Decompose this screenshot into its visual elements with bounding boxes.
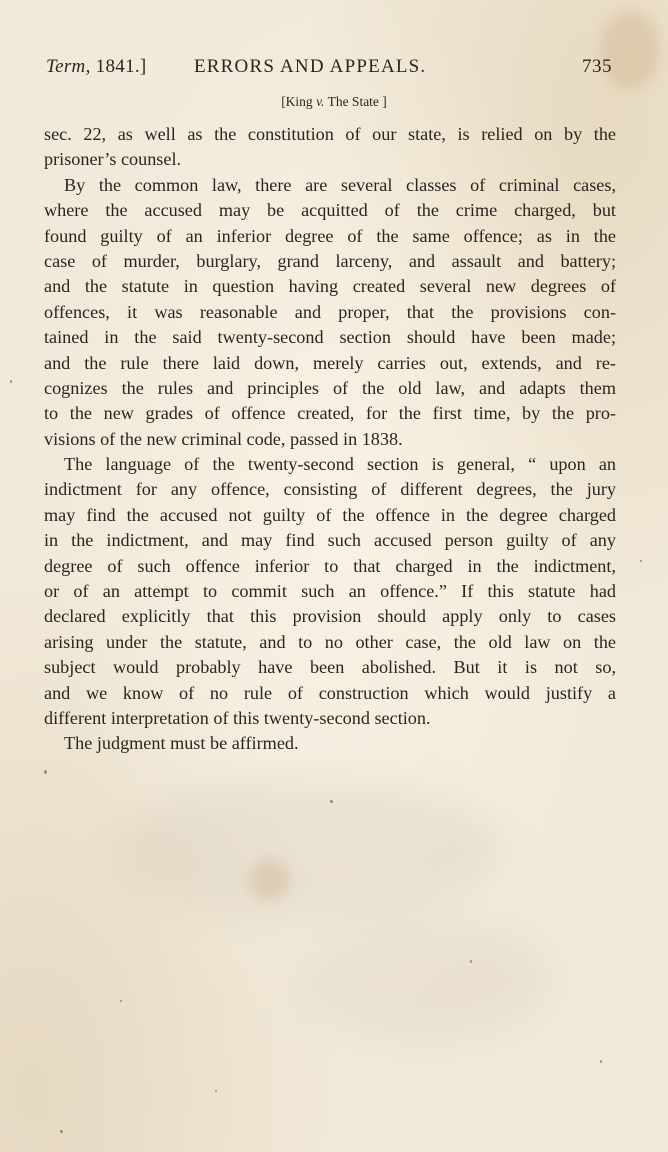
text-line: and the statute in question having created several new degrees of [44, 276, 616, 297]
term-label [46, 56, 147, 78]
paper-stain [300, 920, 550, 1040]
case-ref-versus: v. [316, 94, 325, 109]
paper-stain [120, 780, 500, 920]
running-head [46, 56, 618, 86]
text-line: cognizes the rules and principles of the old law, and adapts them [44, 377, 616, 398]
case-ref-close: The State ] [324, 94, 387, 109]
text-line: indictment for any offence, consisting of different degrees, the jury [44, 479, 616, 500]
paper-speck [330, 800, 333, 803]
paper-speck [120, 1000, 122, 1002]
case-reference [0, 94, 668, 110]
text-line: and we know of no rule of construction which would justify a [44, 682, 616, 703]
text-line: found guilty of an inferior degree of the same offence; as in the [44, 225, 616, 246]
text-line: may find the accused not guilty of the offence in the degree charged [44, 504, 616, 525]
paper-speck [640, 560, 642, 562]
term-year: 1841.] [90, 56, 147, 77]
text-line: where the accused may be acquitted of the crime charged, but [44, 200, 616, 221]
paper-speck [600, 1060, 602, 1063]
paper-speck [44, 770, 47, 774]
paper-speck [60, 1130, 63, 1133]
text-line: The judgment must be affirmed. [64, 733, 299, 754]
text-line: to the new grades of offence created, for the first time, by the pro- [44, 403, 616, 424]
text-line: offences, it was reasonable and proper, that the provisions con- [44, 301, 616, 322]
text-line: The language of the twenty-second section is general, “ upon an [64, 454, 616, 475]
text-line: different interpretation of this twenty-second section. [44, 707, 431, 728]
text-line: By the common law, there are several classes of criminal cases, [64, 174, 616, 195]
paper-speck [10, 380, 12, 383]
term-word: Term, [46, 56, 91, 77]
text-line: tained in the said twenty-second section should have been made; [44, 327, 616, 348]
text-line: prisoner’s counsel. [44, 149, 182, 170]
text-line: visions of the new criminal code, passed in 1838. [44, 428, 403, 449]
text-line: or of an attempt to commit such an offence.” If this statute had [44, 581, 616, 602]
text-line: subject would probably have been abolished. But it is not so, [44, 657, 616, 678]
text-line: case of murder, burglary, grand larceny, and assault and battery; [44, 250, 616, 271]
running-title: ERRORS AND APPEALS. [194, 56, 427, 77]
text-line: in the indictment, and may find such accused person guilty of any [44, 530, 616, 551]
opinion-body [44, 122, 616, 757]
paper-speck [215, 1090, 217, 1092]
page-number: 735 [582, 56, 612, 77]
text-line: and the rule there laid down, merely carries out, extends, and re- [44, 352, 616, 373]
text-line: sec. 22, as well as the constitution of our state, is relied on by the [44, 124, 616, 144]
case-ref-open: [King [281, 94, 317, 109]
paper-speck [470, 960, 472, 963]
text-line: arising under the statute, and to no other case, the old law on the [44, 631, 616, 652]
text-line: declared explicitly that this provision should apply only to cases [44, 606, 616, 627]
text-line: degree of such offence inferior to that charged in the indictment, [44, 555, 616, 576]
